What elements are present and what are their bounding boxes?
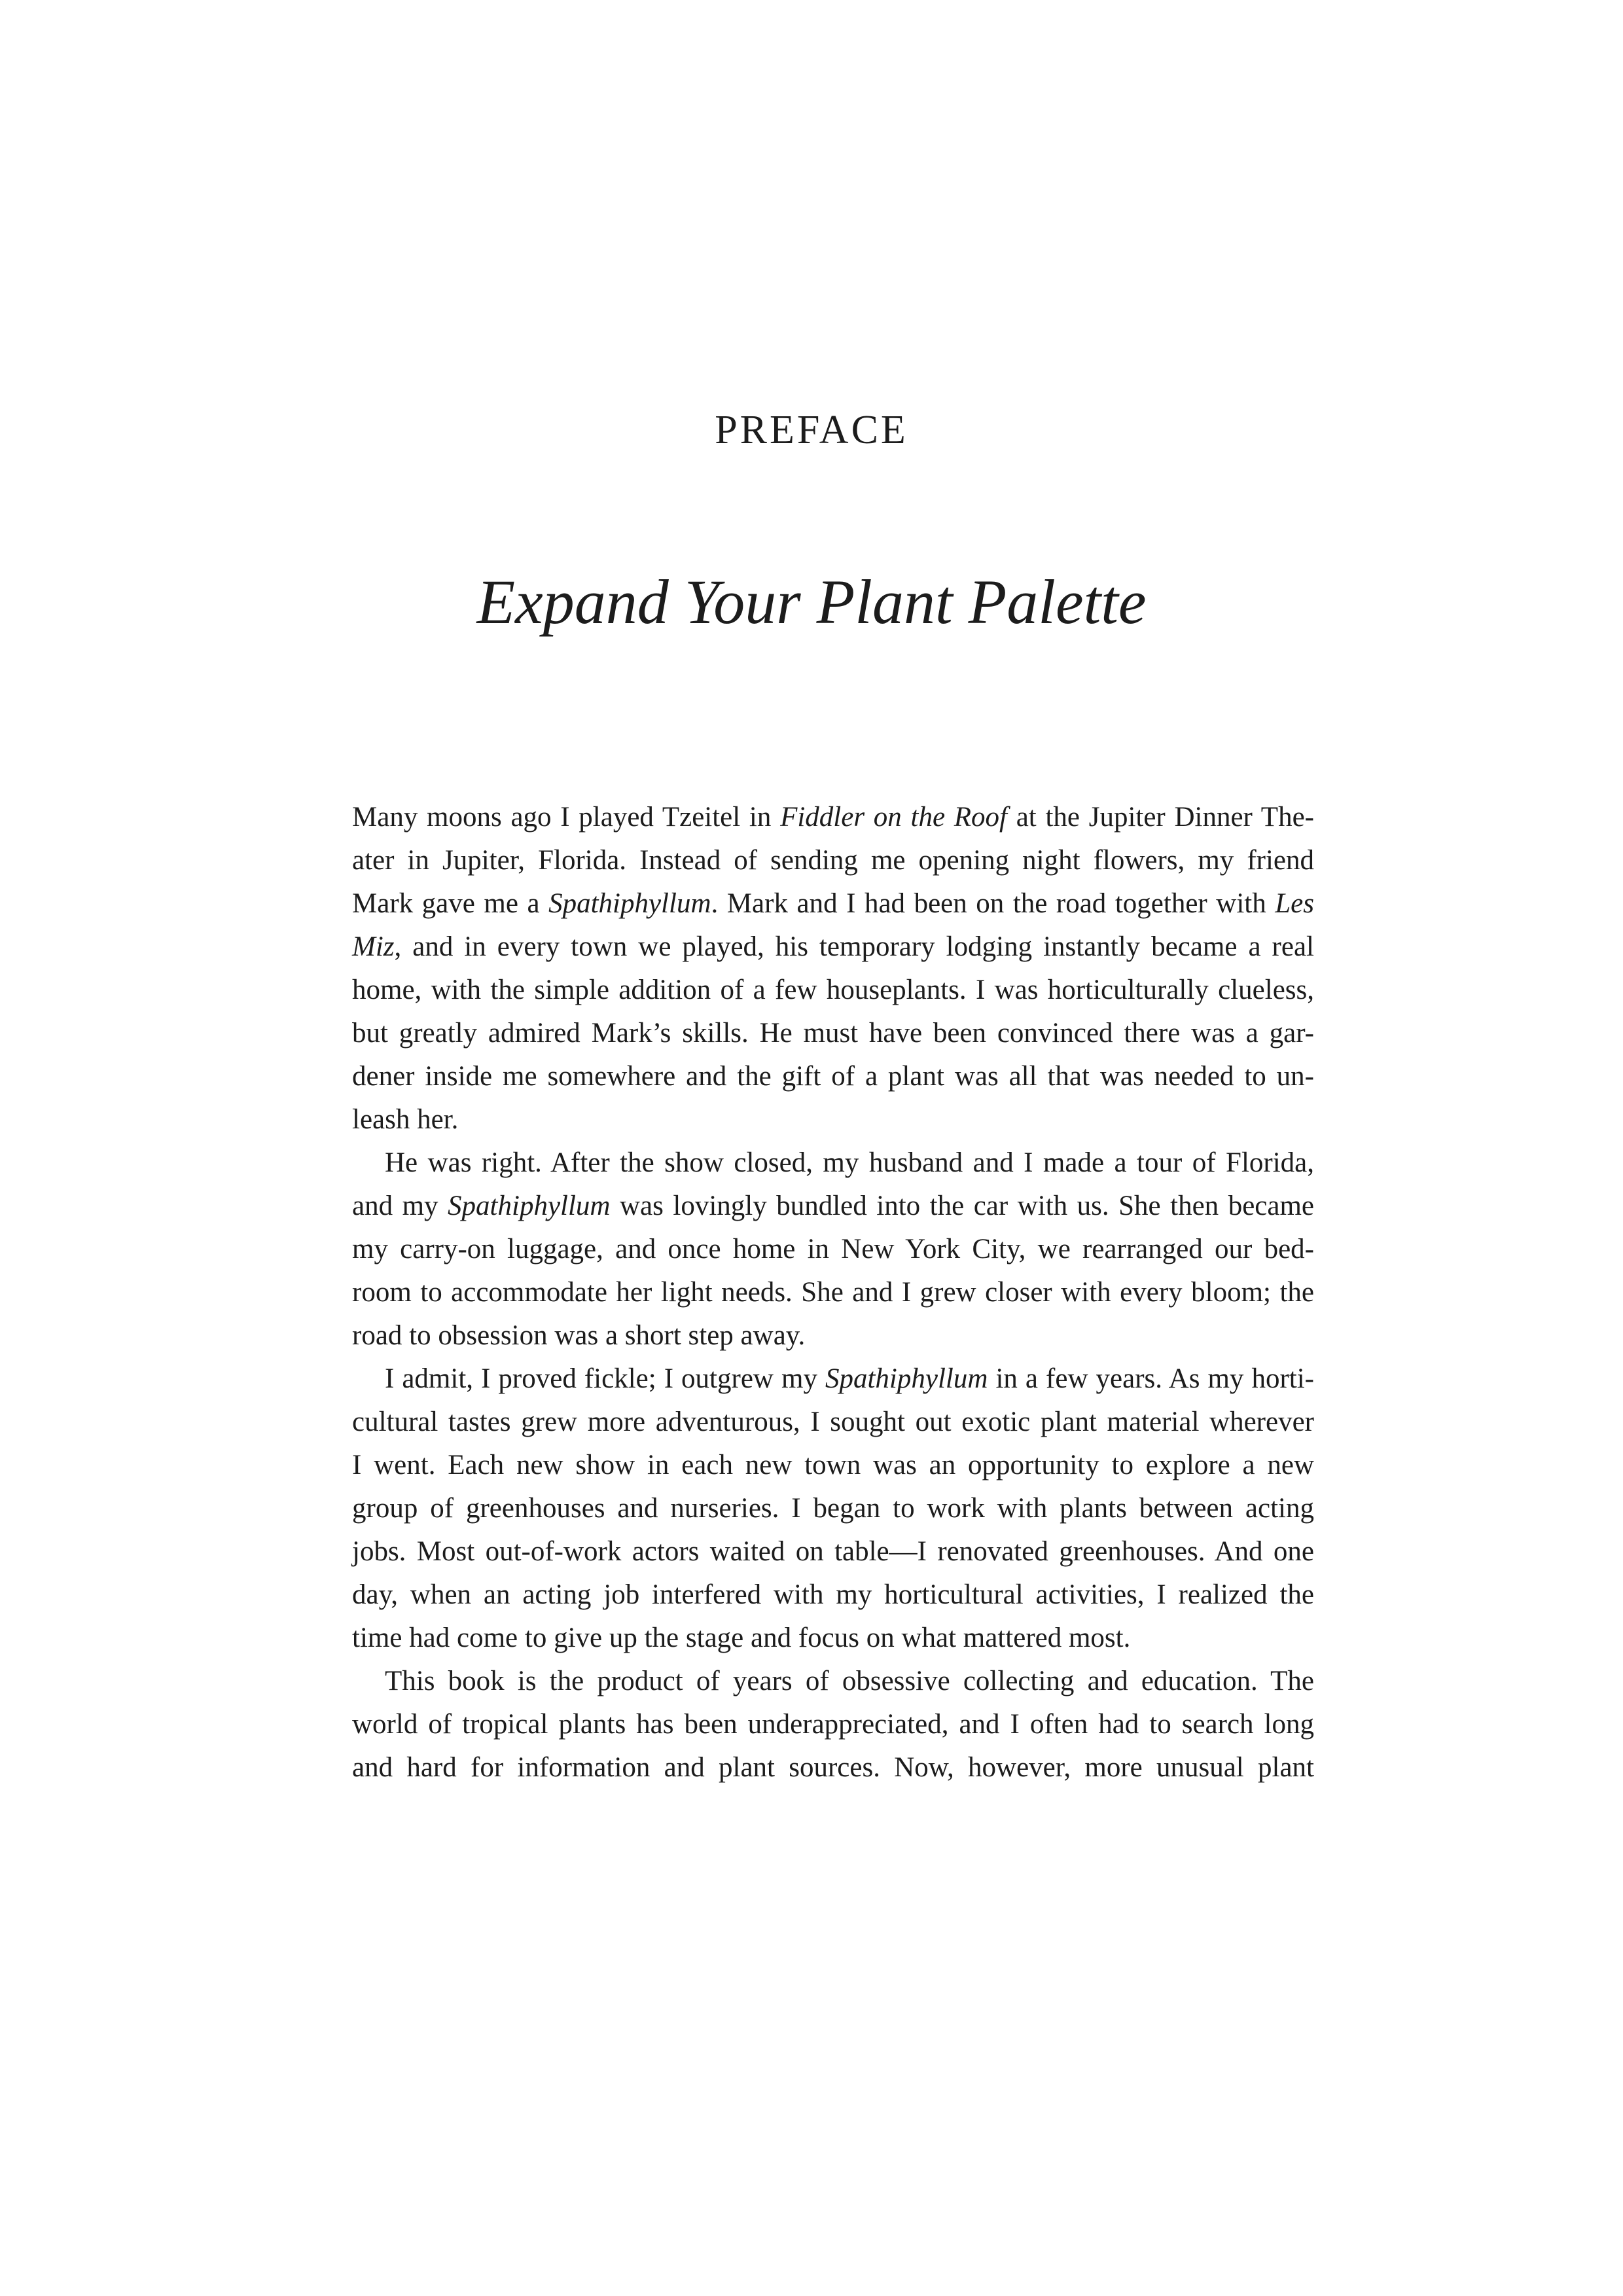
chapter-label: PREFACE (715, 408, 908, 452)
text-line (352, 1012, 1314, 1055)
italic-text: Spathiphyllum (448, 1191, 611, 1221)
body-text (352, 796, 1314, 1789)
text-segment: Many moons ago I played Tzeitel in (352, 802, 781, 833)
text-segment: room to accommodate her light needs. She and I grew closer with every bloom; the (352, 1277, 1314, 1308)
italic-text: Spathiphyllum (548, 888, 711, 919)
text-line (352, 1055, 1314, 1098)
text-segment: cultural tastes grew more adventurous, I sought out exotic plant material wherever (352, 1407, 1314, 1437)
italic-text: Les (1275, 888, 1314, 919)
text-segment: . Mark and I had been on the road together with (711, 888, 1275, 919)
text-line (352, 1530, 1314, 1573)
text-line (352, 1185, 1314, 1228)
text-line (352, 1401, 1314, 1444)
text-segment: home, with the simple addition of a few houseplants. I was horticulturally clueless, (352, 975, 1314, 1005)
text-segment: , and in every town we played, his temporary lodging instantly became a real (394, 931, 1314, 962)
text-segment: road to obsession was a short step away. (352, 1320, 806, 1351)
text-segment: Mark gave me a (352, 888, 549, 919)
text-line (352, 1660, 1314, 1703)
text-line (352, 1487, 1314, 1530)
italic-text: Miz (352, 931, 395, 962)
chapter-title: Expand Your Plant Palette (476, 567, 1147, 637)
text-line (352, 925, 1314, 969)
text-line (352, 1617, 1314, 1660)
text-line (352, 1098, 1314, 1141)
text-segment: in a few years. As my horti- (988, 1363, 1314, 1394)
text-segment: at the Jupiter Dinner The- (1007, 802, 1314, 833)
text-segment: This book is the product of years of obsessive collecting and education. The (385, 1666, 1314, 1696)
text-segment: I admit, I proved fickle; I outgrew my (385, 1363, 825, 1394)
text-segment: world of tropical plants has been underappreciated, and I often had to search long (352, 1709, 1314, 1740)
text-segment: I went. Each new show in each new town was an opportunity to explore a new (352, 1450, 1314, 1480)
text-segment: leash her. (352, 1104, 459, 1135)
text-segment: He was right. After the show closed, my husband and I made a tour of Florida, (385, 1147, 1314, 1178)
text-line (352, 969, 1314, 1012)
text-segment: was lovingly bundled into the car with us. She then became (610, 1191, 1314, 1221)
text-line (352, 1141, 1314, 1185)
text-line (352, 839, 1314, 882)
text-line (352, 1573, 1314, 1617)
text-line (352, 1444, 1314, 1487)
text-segment: ater in Jupiter, Florida. Instead of sending me opening night flowers, my friend (352, 845, 1314, 876)
text-line (352, 1228, 1314, 1271)
text-segment: dener inside me somewhere and the gift of a plant was all that was needed to un- (352, 1061, 1314, 1092)
text-line (352, 1746, 1314, 1789)
text-line (352, 1703, 1314, 1746)
text-segment: jobs. Most out-of-work actors waited on table—I renovated greenhouses. And one (352, 1536, 1314, 1567)
text-line (352, 882, 1314, 925)
text-segment: and my (352, 1191, 448, 1221)
text-segment: time had come to give up the stage and focus on what mattered most. (352, 1623, 1131, 1653)
text-segment: but greatly admired Mark’s skills. He must have been convinced there was a gar- (352, 1018, 1314, 1049)
italic-text: Spathiphyllum (825, 1363, 988, 1394)
italic-text: Fiddler on the Roof (780, 802, 1007, 833)
text-line (352, 1314, 1314, 1357)
text-line (352, 1271, 1314, 1314)
text-line (352, 796, 1314, 839)
text-segment: day, when an acting job interfered with my horticultural activities, I realized the (352, 1579, 1314, 1610)
text-line (352, 1357, 1314, 1401)
text-segment: group of greenhouses and nurseries. I began to work with plants between acting (352, 1493, 1314, 1524)
text-segment: my carry-on luggage, and once home in New York City, we rearranged our bed- (352, 1234, 1314, 1265)
text-segment: and hard for information and plant sources. Now, however, more unusual plant (352, 1752, 1314, 1783)
